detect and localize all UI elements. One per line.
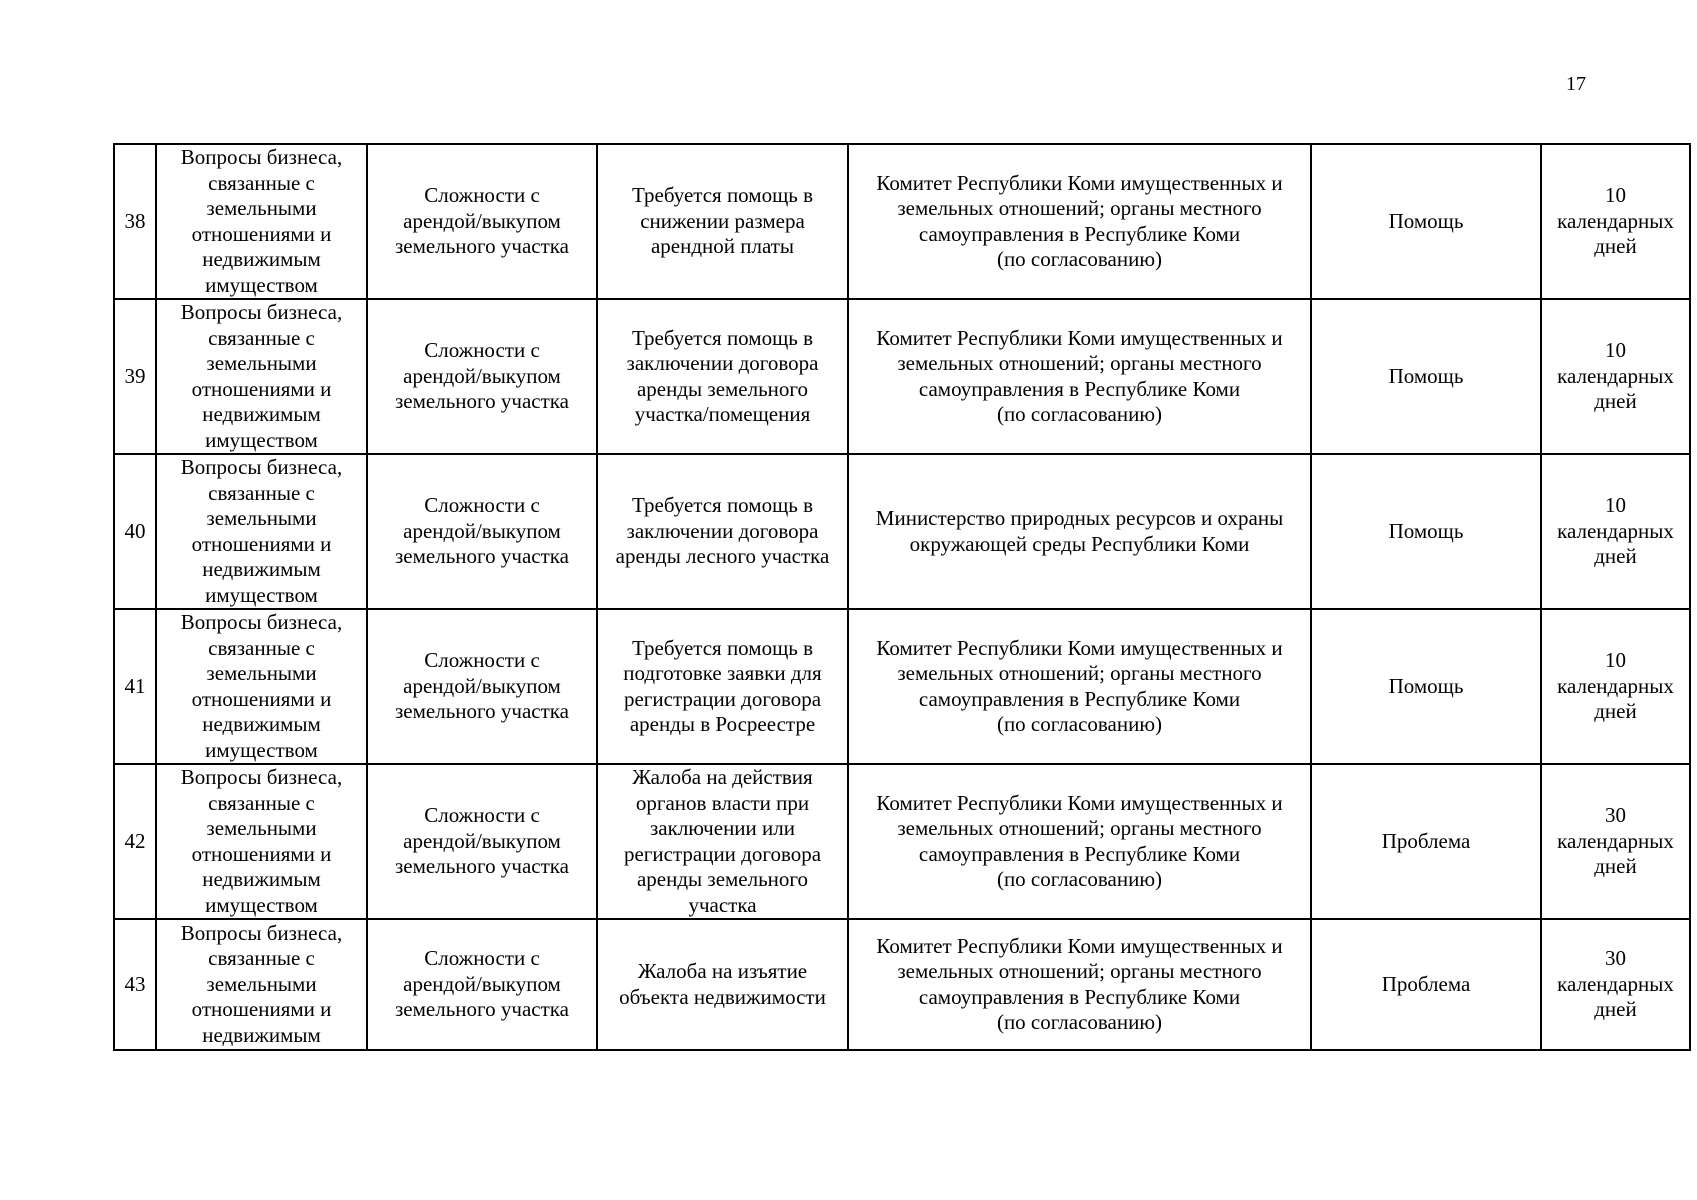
row-number: 40 [114, 454, 156, 609]
type-cell: Помощь [1311, 144, 1541, 299]
request-cell: Жалоба на действия органов власти при заключении или регистрации договора аренды земельного участка [597, 764, 848, 919]
type-cell: Помощь [1311, 609, 1541, 764]
type-cell: Помощь [1311, 454, 1541, 609]
issue-cell: Сложности с арендой/выкупом земельного участка [367, 764, 597, 919]
authority-cell: Комитет Республики Коми имущественных и земельных отношений; органы местного самоуправления в Республике Коми (по согласованию) [848, 609, 1311, 764]
issue-cell: Сложности с арендой/выкупом земельного участка [367, 299, 597, 454]
request-cell: Требуется помощь в подготовке заявки для регистрации договора аренды в Росреестре [597, 609, 848, 764]
request-cell: Требуется помощь в заключении договора аренды земельного участка/помещения [597, 299, 848, 454]
category-cell: Вопросы бизнеса, связанные с земельными отношениями и недвижимым имуществом [156, 609, 367, 764]
term-cell: 30 календарных дней [1541, 764, 1690, 919]
table-row [114, 299, 1690, 454]
category-cell: Вопросы бизнеса, связанные с земельными отношениями и недвижимым имуществом [156, 454, 367, 609]
page-number: 17 [1566, 73, 1586, 95]
authority-cell: Комитет Республики Коми имущественных и земельных отношений; органы местного самоуправления в Республике Коми (по согласованию) [848, 299, 1311, 454]
type-cell: Помощь [1311, 299, 1541, 454]
row-number: 38 [114, 144, 156, 299]
type-cell: Проблема [1311, 764, 1541, 919]
term-cell: 30 календарных дней [1541, 919, 1690, 1050]
term-cell: 10 календарных дней [1541, 609, 1690, 764]
table-row [114, 919, 1690, 1050]
authority-cell: Комитет Республики Коми имущественных и земельных отношений; органы местного самоуправления в Республике Коми (по согласованию) [848, 764, 1311, 919]
row-number: 41 [114, 609, 156, 764]
issue-cell: Сложности с арендой/выкупом земельного участка [367, 454, 597, 609]
authority-cell: Комитет Республики Коми имущественных и земельных отношений; органы местного самоуправления в Республике Коми (по согласованию) [848, 919, 1311, 1050]
table-row [114, 144, 1690, 299]
issue-cell: Сложности с арендой/выкупом земельного участка [367, 144, 597, 299]
issue-cell: Сложности с арендой/выкупом земельного участка [367, 609, 597, 764]
request-cell: Жалоба на изъятие объекта недвижимости [597, 919, 848, 1050]
category-cell: Вопросы бизнеса, связанные с земельными отношениями и недвижимым [156, 919, 367, 1050]
type-cell: Проблема [1311, 919, 1541, 1050]
table-row [114, 454, 1690, 609]
term-cell: 10 календарных дней [1541, 144, 1690, 299]
table-row [114, 609, 1690, 764]
row-number: 39 [114, 299, 156, 454]
category-cell: Вопросы бизнеса, связанные с земельными отношениями и недвижимым имуществом [156, 764, 367, 919]
row-number: 42 [114, 764, 156, 919]
category-cell: Вопросы бизнеса, связанные с земельными отношениями и недвижимым имуществом [156, 144, 367, 299]
authority-cell: Комитет Республики Коми имущественных и земельных отношений; органы местного самоуправления в Республике Коми (по согласованию) [848, 144, 1311, 299]
issue-cell: Сложности с арендой/выкупом земельного участка [367, 919, 597, 1050]
request-cell: Требуется помощь в заключении договора аренды лесного участка [597, 454, 848, 609]
category-cell: Вопросы бизнеса, связанные с земельными отношениями и недвижимым имуществом [156, 299, 367, 454]
row-number: 43 [114, 919, 156, 1050]
request-cell: Требуется помощь в снижении размера арендной платы [597, 144, 848, 299]
table-row [114, 764, 1690, 919]
authority-cell: Министерство природных ресурсов и охраны окружающей среды Республики Коми [848, 454, 1311, 609]
term-cell: 10 календарных дней [1541, 454, 1690, 609]
appeals-table [113, 143, 1691, 1051]
term-cell: 10 календарных дней [1541, 299, 1690, 454]
